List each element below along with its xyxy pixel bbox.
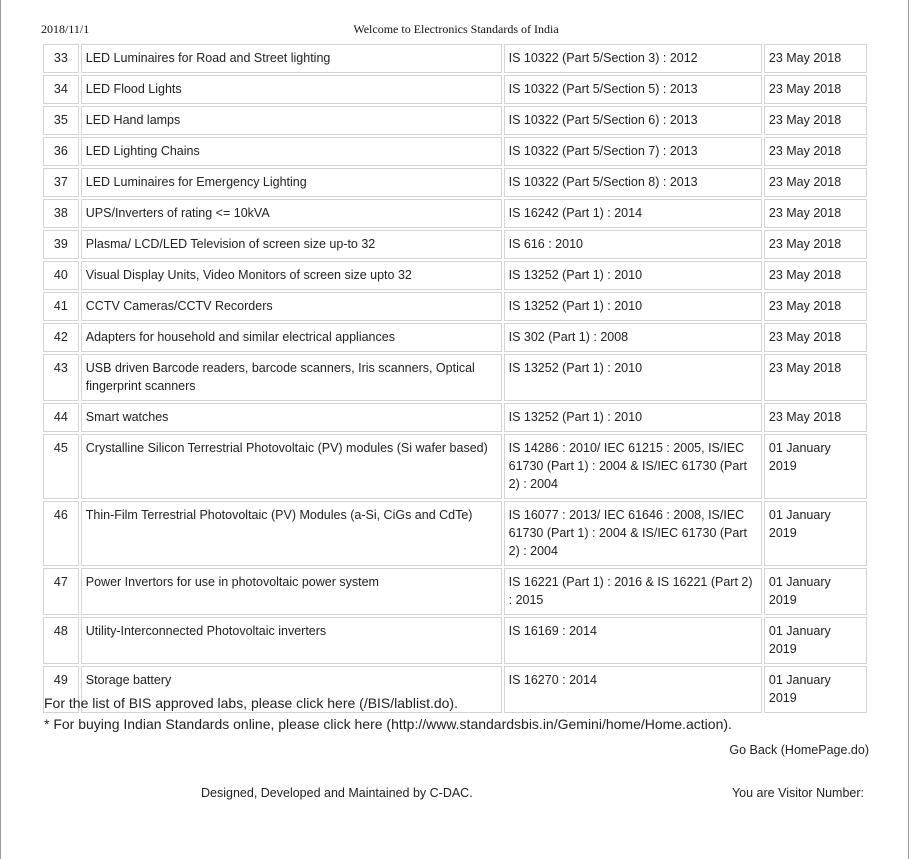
standard-number: IS 16077 : 2013/ IEC 61646 : 2008, IS/IEC 61730 (Part 1) : 2004 & IS/IEC 61730 (Part 2) : 2004	[504, 501, 762, 566]
product-name: LED Lighting Chains	[81, 137, 502, 166]
table-row	[43, 292, 867, 321]
table-row	[43, 75, 867, 104]
product-name: Power Invertors for use in photovoltaic power system	[81, 568, 502, 615]
page-border-right	[908, 0, 909, 859]
row-number: 38	[43, 199, 79, 228]
product-name: Crystalline Silicon Terrestrial Photovoltaic (PV) modules (Si wafer based)	[81, 434, 502, 499]
effective-date: 23 May 2018	[764, 261, 867, 290]
effective-date: 01 January 2019	[764, 501, 867, 566]
go-back-link[interactable]: Go Back (HomePage.do)	[729, 743, 869, 757]
standard-number: IS 10322 (Part 5/Section 6) : 2013	[504, 106, 762, 135]
row-number: 43	[43, 354, 79, 401]
product-name: Smart watches	[81, 403, 502, 432]
row-number: 37	[43, 168, 79, 197]
row-number: 47	[43, 568, 79, 615]
credit-text: Designed, Developed and Maintained by C-DAC.	[201, 786, 473, 800]
product-name: Plasma/ LCD/LED Television of screen size up-to 32	[81, 230, 502, 259]
effective-date: 23 May 2018	[764, 403, 867, 432]
effective-date: 23 May 2018	[764, 199, 867, 228]
effective-date: 23 May 2018	[764, 137, 867, 166]
row-number: 35	[43, 106, 79, 135]
table-row	[43, 434, 867, 499]
table-row	[43, 137, 867, 166]
visitor-counter: You are Visitor Number:	[731, 786, 864, 800]
effective-date: 23 May 2018	[764, 354, 867, 401]
product-name: LED Luminaires for Emergency Lighting	[81, 168, 502, 197]
labs-note[interactable]: For the list of BIS approved labs, please click here (/BIS/lablist.do).	[44, 695, 458, 711]
row-number: 39	[43, 230, 79, 259]
row-number: 48	[43, 617, 79, 664]
standard-number: IS 302 (Part 1) : 2008	[504, 323, 762, 352]
product-name: CCTV Cameras/CCTV Recorders	[81, 292, 502, 321]
effective-date: 01 January 2019	[764, 666, 867, 713]
product-name: Thin-Film Terrestrial Photovoltaic (PV) Modules (a-Si, CiGs and CdTe)	[81, 501, 502, 566]
buy-standards-note[interactable]: * For buying Indian Standards online, please click here (http://www.standardsbis.in/Gemini/home/Home.action).	[44, 716, 732, 732]
row-number: 41	[43, 292, 79, 321]
print-header	[41, 22, 871, 38]
row-number: 36	[43, 137, 79, 166]
table-row	[43, 501, 867, 566]
table-row	[43, 617, 867, 664]
product-name: Utility-Interconnected Photovoltaic inverters	[81, 617, 502, 664]
standard-number: IS 10322 (Part 5/Section 7) : 2013	[504, 137, 762, 166]
row-number: 44	[43, 403, 79, 432]
standard-number: IS 10322 (Part 5/Section 8) : 2013	[504, 168, 762, 197]
effective-date: 01 January 2019	[764, 617, 867, 664]
standard-number: IS 10322 (Part 5/Section 5) : 2013	[504, 75, 762, 104]
table-row	[43, 354, 867, 401]
row-number: 46	[43, 501, 79, 566]
table-row	[43, 106, 867, 135]
effective-date: 23 May 2018	[764, 75, 867, 104]
product-name: USB driven Barcode readers, barcode scanners, Iris scanners, Optical fingerprint scanners	[81, 354, 502, 401]
table-row	[43, 403, 867, 432]
standard-number: IS 14286 : 2010/ IEC 61215 : 2005, IS/IEC 61730 (Part 1) : 2004 & IS/IEC 61730 (Part 2) : 2004	[504, 434, 762, 499]
effective-date: 01 January 2019	[764, 434, 867, 499]
effective-date: 23 May 2018	[764, 292, 867, 321]
product-name: UPS/Inverters of rating <= 10kVA	[81, 199, 502, 228]
standard-number: IS 16270 : 2014	[504, 666, 762, 713]
product-name: LED Luminaires for Road and Street lighting	[81, 44, 502, 73]
standard-number: IS 16242 (Part 1) : 2014	[504, 199, 762, 228]
table-row	[43, 168, 867, 197]
effective-date: 23 May 2018	[764, 106, 867, 135]
row-number: 42	[43, 323, 79, 352]
row-number: 45	[43, 434, 79, 499]
standard-number: IS 616 : 2010	[504, 230, 762, 259]
product-name: Adapters for household and similar electrical appliances	[81, 323, 502, 352]
effective-date: 23 May 2018	[764, 230, 867, 259]
product-name: LED Hand lamps	[81, 106, 502, 135]
product-name: LED Flood Lights	[81, 75, 502, 104]
standards-table-body	[43, 44, 867, 713]
standard-number: IS 13252 (Part 1) : 2010	[504, 261, 762, 290]
print-date: 2018/11/1	[41, 22, 90, 36]
effective-date: 23 May 2018	[764, 168, 867, 197]
product-name: Visual Display Units, Video Monitors of screen size upto 32	[81, 261, 502, 290]
page-border-left	[0, 0, 1, 859]
effective-date: 01 January 2019	[764, 568, 867, 615]
standards-table	[41, 42, 869, 715]
table-row	[43, 568, 867, 615]
product-name: Storage battery	[81, 666, 502, 713]
table-row	[43, 199, 867, 228]
row-number: 33	[43, 44, 79, 73]
effective-date: 23 May 2018	[764, 44, 867, 73]
table-row	[43, 261, 867, 290]
standard-number: IS 16221 (Part 1) : 2016 & IS 16221 (Part 2) : 2015	[504, 568, 762, 615]
row-number: 34	[43, 75, 79, 104]
standard-number: IS 10322 (Part 5/Section 3) : 2012	[504, 44, 762, 73]
table-row	[43, 323, 867, 352]
standard-number: IS 13252 (Part 1) : 2010	[504, 403, 762, 432]
page-title: Welcome to Electronics Standards of India	[353, 22, 559, 36]
standard-number: IS 13252 (Part 1) : 2010	[504, 354, 762, 401]
table-row	[43, 44, 867, 73]
row-number: 40	[43, 261, 79, 290]
standard-number: IS 16169 : 2014	[504, 617, 762, 664]
table-row	[43, 230, 867, 259]
effective-date: 23 May 2018	[764, 323, 867, 352]
row-number: 49	[43, 666, 79, 713]
standard-number: IS 13252 (Part 1) : 2010	[504, 292, 762, 321]
